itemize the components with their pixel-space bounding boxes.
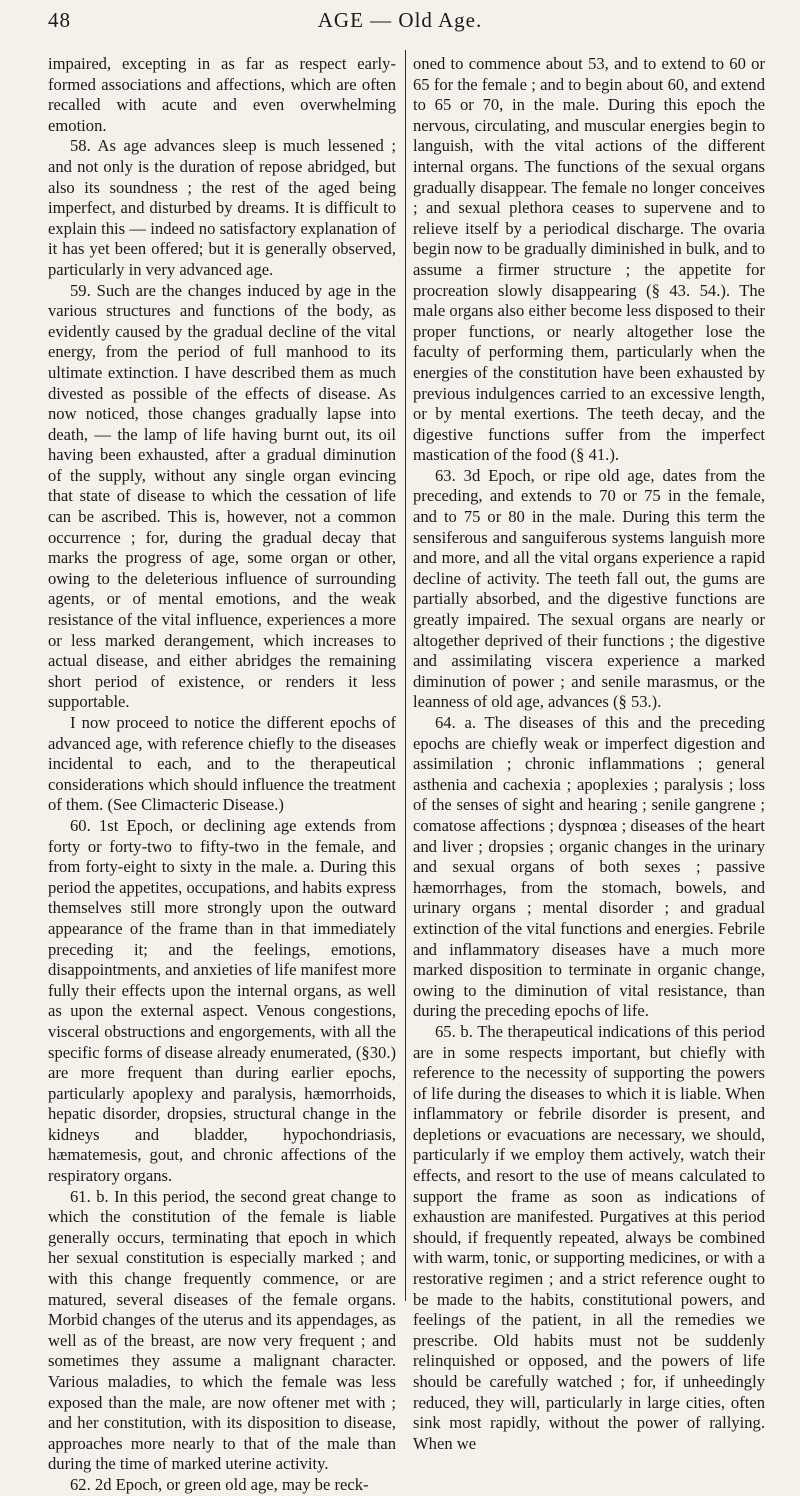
paragraph: 64. a. The diseases of this and the preceding epochs are chiefly weak or imperfect digestion and assimilation ; chronic inflammations ; general asthenia and cachexia ; apoplexies ; paralysis ; loss of the senses of sight and hearing ; senile gangrene ; comatose affections ; dyspnœa ; diseases of the heart and liver ; dropsies ; organic changes in the urinary and sexual organs of both sexes ; passive hæmorrhages, from the stomach, bowels, and urinary organs ; mental disorder ; and gradual extinction of the vital functions and energies. Febrile and inflammatory diseases have a much more marked disposition to terminate in organic change, owing to the diminution of vital resistance, than during the preceding epochs of life.	[413, 713, 765, 1021]
paragraph: 58. As age advances sleep is much lessened ; and not only is the duration of repose abridged, but also its soundness ; the rest of the aged being imperfect, and disturbed by dreams. It is difficult to explain this — indeed no satisfactory explanation of it has yet been offered; but it is generally observed, particularly in very advanced age.	[48, 136, 396, 279]
paragraph: 63. 3d Epoch, or ripe old age, dates from the preceding, and extends to 70 or 75 in the female, and to 75 or 80 in the male. During this term the sensiferous and sanguiferous systems languish more and more, and all the vital organs experience a rapid decline of activity. The teeth fall out, the gums are partially absorbed, and the digestive functions are greatly impaired. The sexual organs are nearly or altogether deprived of their functions ; the digestive and assimilating viscera experience a marked diminution of power ; and senile marasmus, or the leanness of old age, advances (§ 53.).	[413, 465, 765, 712]
paragraph: 62. 2d Epoch, or green old age, may be reck-	[70, 1474, 369, 1494]
running-title: AGE — Old Age.	[317, 8, 483, 32]
right-column	[413, 54, 765, 1454]
paragraph: 65. b. The therapeutical indications of this period are in some respects important, but chiefly with reference to the necessity of supporting the powers of life during the diseases to which it is liable. When inflammatory or febrile disorder is present, and depletions or evacuations are necessary, we should, particularly if we employ them actively, watch their effects, and resort to the use of means calculated to support the frame as soon as indications of exhaustion are manifested. Purgatives at this period should, if frequently repeated, always be combined with warm, tonic, or supporting medicines, or with a restorative regimen ; and a strict reference ought to be made to the habits, constitutional powers, and feelings of the patient, in all the remedies we prescribe. Old habits must not be suddenly relinquished or opposed, and the powers of life should be carefully watched ; for, if unheedingly reduced, they will, particularly in large cities, often sink most rapidly, without the power of rallying. When we	[413, 1021, 765, 1453]
page-number: 48	[48, 8, 71, 32]
left-column	[48, 54, 396, 1496]
running-header	[36, 8, 764, 36]
paragraph: 59. Such are the changes induced by age in the various structures and functions of the body, as evidently caused by the gradual decline of the vital energy, from the period of full manhood to its ultimate extinction. I have described them as much divested as possible of the effects of disease. As now noticed, those changes gradually lapse into death, — the lamp of life having burnt out, its oil having been exhausted, after a gradual diminution of the supply, without any single organ evincing that state of disease to which the cessation of life can be ascribed. This is, however, not a common occurrence ; for, during the gradual decay that marks the progress of age, some organ or other, owing to the deleterious influence of surrounding agents, or of mental emotions, and the weak resistance of the vital influence, experiences a more or less marked derangement, which increases to actual disease, and either abridges the remaining short period of existence, or renders it less supportable.	[48, 280, 396, 712]
paragraph: 60. 1st Epoch, or declining age extends from forty or forty-two to fifty-two in the female, and from forty-eight to sixty in the male. a. During this period the appetites, occupations, and habits express themselves still more strongly upon the outward appearance of the frame than in that immediately preceding it; and the feelings, emotions, disappointments, and anxieties of life manifest more fully their effects upon the internal organs, as well as upon the external aspect. Venous congestions, visceral obstructions and engorgements, with all the specific forms of disease already enumerated, (§30.) are more frequent than during earlier epochs, particularly apoplexy and paralysis, hæmorrhoids, hepatic disorder, dropsies, structural change in the kidneys and bladder, hypochondriasis, hæmatemesis, gout, and chronic affections of the respiratory organs.	[48, 815, 396, 1186]
paragraph: impaired, excepting in as far as respect early-formed associations and affections, which are often recalled with acute and even overwhelming emotion.	[48, 54, 396, 135]
column-divider	[405, 50, 406, 1301]
paragraph: 61. b. In this period, the second great change to which the constitution of the female is liable generally occurs, terminating that epoch in which her sexual constitution is especially marked ; and with this change frequently commence, or are matured, several diseases of the female organs. Morbid changes of the uterus and its appendages, as well as of the breast, are now very frequent ; and sometimes they assume a malignant character. Various maladies, to which the female was less exposed than the male, are now oftener met with ; and her constitution, with its disposition to disease, approaches more nearly to that of the male than during the time of marked uterine activity.	[48, 1186, 396, 1474]
paragraph: I now proceed to notice the different epochs of advanced age, with reference chiefly to the diseases incidental to each, and to the therapeutical considerations which should influence the treatment of them. (See Climacteric Disease.)	[48, 713, 396, 815]
paragraph: oned to commence about 53, and to extend to 60 or 65 for the female ; and to begin about 60, and extend to 65 or 70, in the male. During this epoch the nervous, circulating, and muscular energies begin to languish, with the vital actions of the different internal organs. The functions of the sexual organs gradually disappear. The female no longer conceives ; and sexual plethora ceases to supervene and to relieve itself by a periodical discharge. The ovaria begin now to be gradually diminished in bulk, and to assume a firmer structure ; the appetite for procreation slowly disappearing (§ 43. 54.). The male organs also either become less disposed to their proper functions, or nearly altogether lose the faculty of performing them, particularly when the energies of the constitution have been exhausted by previous indulgences carried to an excessive length, or by mental exertions. The teeth decay, and the digestive functions suffer from the imperfect mastication of the food (§ 41.).	[413, 54, 765, 465]
